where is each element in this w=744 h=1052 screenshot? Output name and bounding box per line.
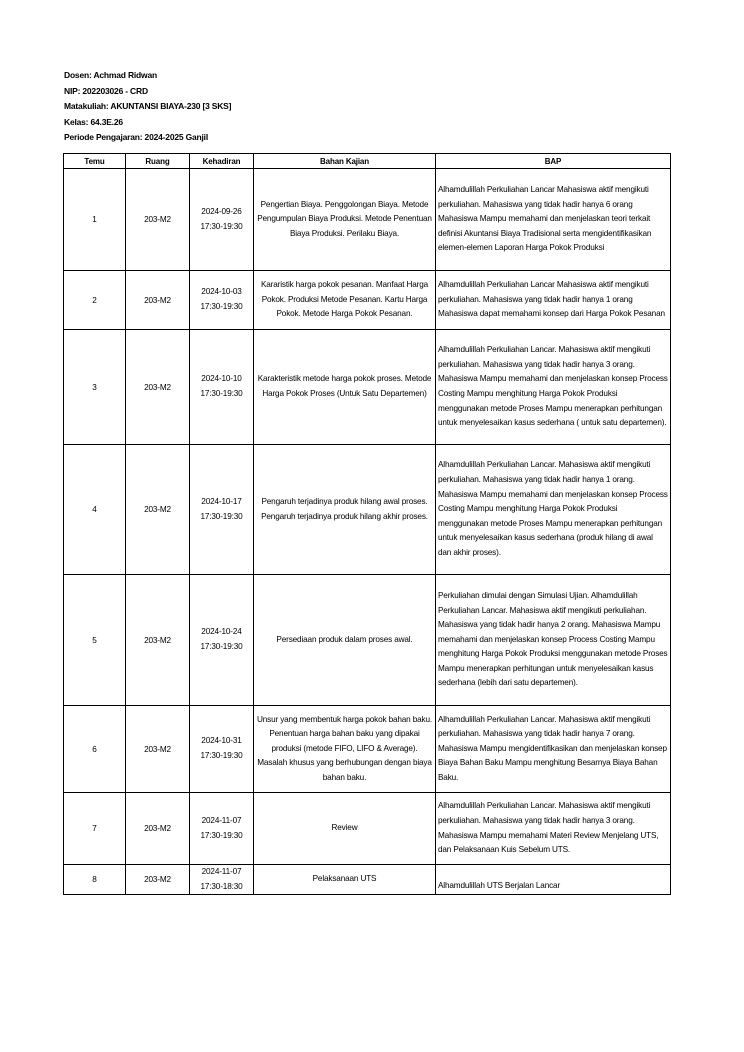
course-name: Matakuliah: AKUNTANSI BIAYA-230 [3 SKS] xyxy=(64,101,232,111)
session-date: 2024-10-10 xyxy=(201,374,242,384)
cell-bahan-kajian: Pengertian Biaya. Penggolongan Biaya. Metode Pengumpulan Biaya Produksi. Metode Penentuan Biaya Produksi. Perilaku Biaya. xyxy=(254,169,436,271)
attendance-table xyxy=(63,153,671,895)
cell-bap: Perkuliahan dimulai dengan Simulasi Ujian. Alhamdulillah Perkuliahan Lancar. Mahasiswa aktif mengikuti perkuliahan. Mahasiswa yang tidak hadir hanya 2 orang. Mahasiswa Mampu memahami dan menjelaskan konsep Process Costing Mampu menghitung Harga Pokok Produksi menggunakan metode Proses Mampu menerapkan perhitungan untuk menyelesaikan kasus sederhana (lebih dari satu departemen). xyxy=(436,575,671,706)
session-date: 2024-11-07 xyxy=(201,815,242,825)
cell-temu: 2 xyxy=(64,271,126,330)
col-header-kehadiran: Kehadiran xyxy=(190,154,254,169)
table-header-row xyxy=(64,154,671,169)
cell-bahan-kajian: Review xyxy=(254,793,436,865)
session-time: 17:30-19:30 xyxy=(200,642,243,651)
cell-bap: Alhamdulillah Perkuliahan Lancar Mahasiswa aktif mengikuti perkuliahan. Mahasiswa yang tidak hadir hanya 1 orang Mahasiswa dapat memahami konsep dari Harga Pokok Pesanan xyxy=(436,271,671,330)
session-time: 17:30-19:30 xyxy=(200,221,243,231)
cell-bap: Alhamdulillah UTS Berjalan Lancar xyxy=(436,865,671,895)
cell-bap: Alhamdulillah Perkuliahan Lancar. Mahasiswa aktif mengikuti perkuliahan. Mahasiswa yang tidak hadir hanya 7 orang. Mahasiswa Mampu mengidentifikasikan dan menjelaskan konsep Biaya Bahan Baku Mampu menghitung Besarnya Biaya Bahan Baku. xyxy=(436,706,671,793)
session-time: 17:30-18:30 xyxy=(200,881,243,891)
cell-kehadiran xyxy=(190,793,254,865)
session-date: 2024-09-26 xyxy=(201,206,242,216)
session-date: 2024-10-24 xyxy=(201,627,242,637)
session-time: 17:30-19:30 xyxy=(200,751,243,760)
cell-temu: 7 xyxy=(64,793,126,865)
cell-bap: Alhamdulillah Perkuliahan Lancar. Mahasiswa aktif mengikuti perkuliahan. Mahasiswa yang tidak hadir hanya 3 orang. Mahasiswa Mampu memahami dan menjelaskan konsep Process Costing Mampu menghitung Harga Pokok Produksi menggunakan metode Proses Mampu menerapkan perhitungan untuk menyelesaikan kasus sederhana ( untuk satu departemen). xyxy=(436,330,671,445)
cell-bahan-kajian: Kararistik harga pokok pesanan. Manfaat Harga Pokok. Produksi Metode Pesanan. Kartu Harga Pokok. Metode Harga Pokok Pesanan. xyxy=(254,271,436,330)
session-date: 2024-11-07 xyxy=(201,867,242,876)
cell-temu: 8 xyxy=(64,865,126,895)
class-name: Kelas: 64.3E.26 xyxy=(64,116,123,127)
cell-ruang: 203-M2 xyxy=(126,169,190,271)
session-time: 17:30-19:30 xyxy=(200,302,243,311)
table-row xyxy=(64,169,671,271)
col-header-ruang: Ruang xyxy=(126,154,190,169)
cell-kehadiran xyxy=(190,865,254,895)
session-time: 17:30-19:30 xyxy=(200,830,243,840)
session-date: 2024-10-31 xyxy=(201,736,242,746)
cell-ruang: 203-M2 xyxy=(126,793,190,865)
table-row xyxy=(64,706,671,793)
cell-ruang: 203-M2 xyxy=(126,865,190,895)
table-row xyxy=(64,271,671,330)
teaching-period: Periode Pengajaran: 2024-2025 Ganjil xyxy=(64,132,208,142)
table-row xyxy=(64,330,671,445)
cell-bahan-kajian: Karakteristik metode harga pokok proses. Metode Harga Pokok Proses (Untuk Satu Departemen) xyxy=(254,330,436,445)
cell-kehadiran xyxy=(190,271,254,330)
cell-kehadiran xyxy=(190,575,254,706)
cell-bahan-kajian: Pengaruh terjadinya produk hilang awal proses. Pengaruh terjadinya produk hilang akhir proses. xyxy=(254,445,436,575)
cell-bahan-kajian: Persediaan produk dalam proses awal. xyxy=(254,575,436,706)
cell-bahan-kajian: Unsur yang membentuk harga pokok bahan baku. Penentuan harga bahan baku yang dipakai produksi (metode FIFO, LIFO & Average). Masalah khusus yang berhubungan dengan biaya bahan baku. xyxy=(254,706,436,793)
cell-temu: 4 xyxy=(64,445,126,575)
cell-kehadiran xyxy=(190,169,254,271)
cell-ruang: 203-M2 xyxy=(126,706,190,793)
cell-temu: 1 xyxy=(64,169,126,271)
col-header-bahan-kajian: Bahan Kajian xyxy=(254,154,436,169)
cell-kehadiran xyxy=(190,330,254,445)
cell-bap: Alhamdulillah Perkuliahan Lancar. Mahasiswa aktif mengikuti perkuliahan. Mahasiswa yang tidak hadir hanya 1 orang. Mahasiswa Mampu memahami dan menjelaskan konsep Process Costing Mampu menghitung Harga Pokok Produksi menggunakan metode Proses Mampu menerapkan perhitungan untuk menyelesaikan kasus sederhana (produk hilang di awal dan akhir proses). xyxy=(436,445,671,575)
cell-kehadiran xyxy=(190,706,254,793)
cell-temu: 3 xyxy=(64,330,126,445)
cell-temu: 5 xyxy=(64,575,126,706)
cell-bap: Alhamdulillah Perkuliahan Lancar Mahasiswa aktif mengikuti perkuliahan. Mahasiswa yang tidak hadir hanya 6 orang Mahasiswa Mampu memahami dan menjelaskan teori terkait definisi Akuntansi Biaya Tradisional serta mengidentifikasikan elemen-elemen Laporan Harga Pokok Produksi xyxy=(436,169,671,271)
session-time: 17:30-19:30 xyxy=(200,389,243,398)
cell-ruang: 203-M2 xyxy=(126,330,190,445)
lecturer-name: Dosen: Achmad Ridwan xyxy=(64,70,157,80)
session-date: 2024-10-03 xyxy=(201,287,242,297)
table-row xyxy=(64,575,671,706)
cell-temu: 6 xyxy=(64,706,126,793)
cell-kehadiran xyxy=(190,445,254,575)
cell-ruang: 203-M2 xyxy=(126,575,190,706)
session-time: 17:30-19:30 xyxy=(200,511,243,521)
cell-ruang: 203-M2 xyxy=(126,271,190,330)
cell-bap: Alhamdulillah Perkuliahan Lancar. Mahasiswa aktif mengikuti perkuliahan. Mahasiswa yang tidak hadir hanya 3 orang. Mahasiswa Mampu memahami Materi Review Menjelang UTS, dan Pelaksanaan Kuis Sebelum UTS. xyxy=(436,793,671,865)
table-row xyxy=(64,445,671,575)
col-header-temu: Temu xyxy=(64,154,126,169)
document-header xyxy=(64,68,231,146)
table-row xyxy=(64,865,671,895)
lecturer-nip: NIP: 202203026 - CRD xyxy=(64,85,148,96)
table-row xyxy=(64,793,671,865)
session-date: 2024-10-17 xyxy=(201,496,242,506)
cell-ruang: 203-M2 xyxy=(126,445,190,575)
cell-bahan-kajian: Pelaksanaan UTS xyxy=(254,865,436,895)
col-header-bap: BAP xyxy=(436,154,671,169)
